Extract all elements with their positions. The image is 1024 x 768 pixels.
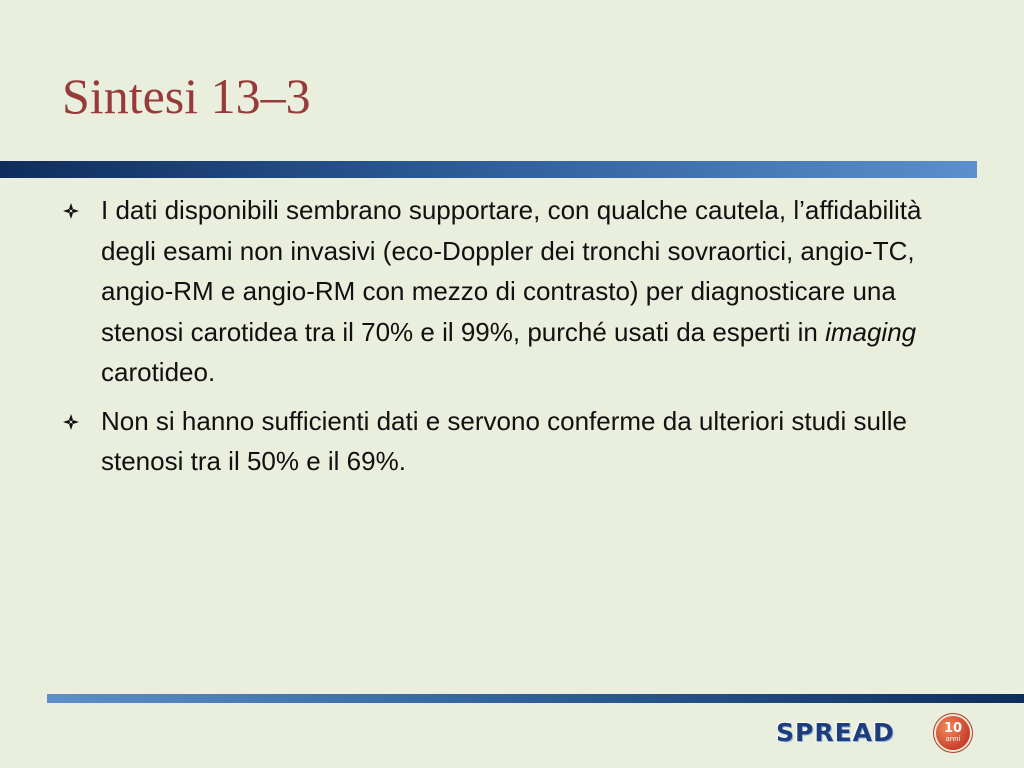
diamond-bullet-icon: [62, 202, 80, 220]
footer-divider-bar: [47, 694, 1024, 703]
diamond-bullet-icon: [62, 413, 80, 431]
title-divider-bar: [0, 161, 977, 178]
spread-logo: [772, 714, 972, 754]
bullet-italic-term: imaging: [825, 316, 917, 347]
bullet-item: [62, 190, 967, 393]
bullet-list: [62, 190, 967, 490]
bullet-item: [62, 401, 967, 482]
logo-wordmark: SPREAD: [776, 718, 895, 747]
badge-subtext: anni: [945, 735, 961, 743]
bullet-text: Non si hanno sufficienti dati e servono conferme da ulteriori studi sulle stenosi tra il 50% e il 69%.: [101, 405, 907, 476]
anniversary-badge-icon: [936, 716, 970, 750]
badge-number: 10: [943, 721, 963, 736]
bullet-text: I dati disponibili sembrano supportare, con qualche cautela, l’affidabilità degli esami non invasivi (eco-Doppler dei tronchi sovraortici, angio-TC, angio-RM e angio-RM con mezzo di contrasto) per diagnosticare una stenosi carotidea tra il 70% e il 99%, purché usati da esperti in imaging carotideo.: [101, 195, 922, 387]
slide-title: Sintesi 13–3: [62, 68, 311, 124]
